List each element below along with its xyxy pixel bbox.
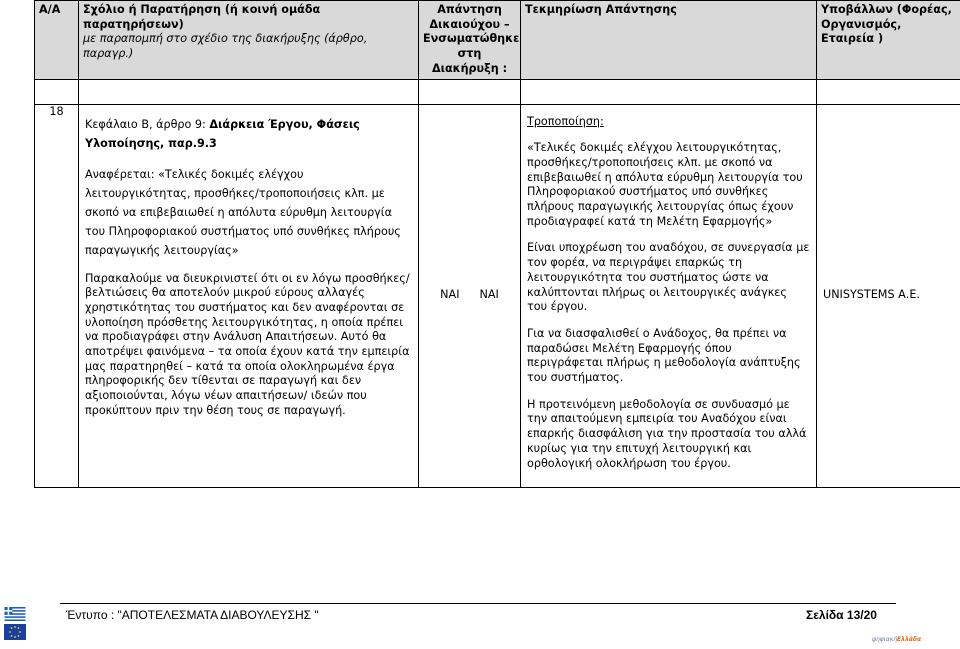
header-aa: Α/Α	[35, 1, 79, 80]
digital-greece-logo: ψηφιακήΕλλάδα	[872, 636, 922, 643]
footer-divider	[60, 603, 896, 604]
documentation-p4: Η προτεινόμενη μεθοδολογία σε συνδυασμό με την απαιτούμενη εμπειρία του Αναδόχου είναι επαρκής διασφάλιση για την προστασία του αλλά κυρίως για την επιτυχή λειτουργική και ορθολογική ολοκλήρωση του έργου.	[527, 397, 807, 470]
header-comment-italic: με παραπομπή στο σχέδιο της διακήρυξης (άρθρο, παραγρ.)	[83, 32, 368, 61]
comment-quote: Αναφέρεται: «Τελικές δοκιμές ελέγχου λειτουργικότητας, προσθήκες/τροποποιήσεις κλπ. με σκοπό να επιβεβαιωθεί η απόλυτα εύρυθμη λειτουργία του Πληροφοριακού συστήματος υπό συνθήκες πλήρους παραγωγικής λειτουργίας»	[85, 167, 401, 257]
consultation-table	[34, 0, 960, 488]
comment-reference: Κεφάλαιο Β, άρθρο 9: Διάρκεια Έργου, Φάσεις Υλοποίησης, παρ.9.3	[85, 117, 360, 150]
table-row	[35, 104, 960, 487]
footer-form-name: Έντυπο : "ΑΠΟΤΕΛΕΣΜΑΤΑ ΔΙΑΒΟΥΛΕΥΣΗΣ "	[66, 608, 319, 622]
header-comment	[79, 1, 419, 80]
documentation-p1: «Τελικές δοκιμές ελέγχου λειτουργικότητας, προσθήκες/τροποποιήσεις κλπ. με σκοπό να επιβεβαιωθεί η απόλυτα εύρυθμη λειτουργία του Πληροφοριακού συστήματος υπό συνθήκες πλήρους παραγωγικής λειτουργίας όπως έχουν προδιαγραφεί κατά τη Μελέτη Εφαρμογής»	[527, 141, 803, 228]
comment-cell	[79, 104, 419, 487]
header-row	[35, 1, 960, 80]
eu-flag-icon	[4, 624, 26, 640]
documentation-p3: Για να διασφαλισθεί ο Ανάδοχος, θα πρέπει να παραδώσει Μελέτη Εφαρμογής όπου περιγράφεται πλήρως η μεθοδολογία ανάπτυξης του συστήματος.	[527, 326, 801, 385]
spacer-row	[35, 79, 960, 104]
submitter-cell: UNISYSTEMS Α.Ε.	[817, 104, 960, 487]
header-answer: Απάντηση Δικαιούχου – Ενσωματώθηκε στη Διακήρυξη :	[419, 1, 521, 80]
answer-yes-2: ΝΑΙ	[479, 288, 499, 302]
documentation-cell	[521, 104, 817, 487]
documentation-heading: Τροποποίηση:	[527, 114, 604, 128]
header-comment-bold: Σχόλιο ή Παρατήρηση (ή κοινή ομάδα παρατηρήσεων)	[83, 3, 321, 31]
answer-cell	[419, 104, 521, 487]
header-submitter: Υποβάλλων (Φορέας, Οργανισμός, Εταιρεία )	[817, 1, 960, 80]
greek-flag-icon	[4, 606, 26, 620]
row-number: 18	[35, 104, 79, 487]
documentation-p2: Είναι υποχρέωση του αναδόχου, σε συνεργασία με τον φορέα, να περιγράψει επαρκώς τη λειτουργικότητα του συστήματος ώστε να καλύπτονται πλήρως οι λειτουργικές ανάγκες του έργου.	[527, 241, 810, 314]
comment-body: Παρακαλούμε να διευκρινιστεί ότι οι εν λόγω προσθήκες/βελτιώσεις θα αποτελούν μικρού εύρους αλλαγές χρηστικότητας του συστήματος και δεν αναφέρονται σε υλοποίηση πρόσθετης λειτουργικότητας, η οποία πρέπει να προδιαγράφει στην Ανάλυση Απαιτήσεων. Αυτό θα αποτρέψει φαινόμενα – τα οποία έχουν κατά την εμπειρία μας παρατηρηθεί – κατά τα οποία ολοκληρωμένα έργα πληροφορικής δεν τίθενται σε παραγωγή και δεν αξιοποιούνται, λόγω νέων απαιτήσεων/ ιδεών που προκύπτουν πριν την θέση τους σε παραγωγή.	[85, 271, 410, 417]
header-documentation: Τεκμηρίωση Απάντησης	[521, 1, 817, 80]
answer-yes-1: ΝΑΙ	[440, 288, 460, 302]
footer-page-number: Σελίδα 13/20	[806, 608, 877, 622]
